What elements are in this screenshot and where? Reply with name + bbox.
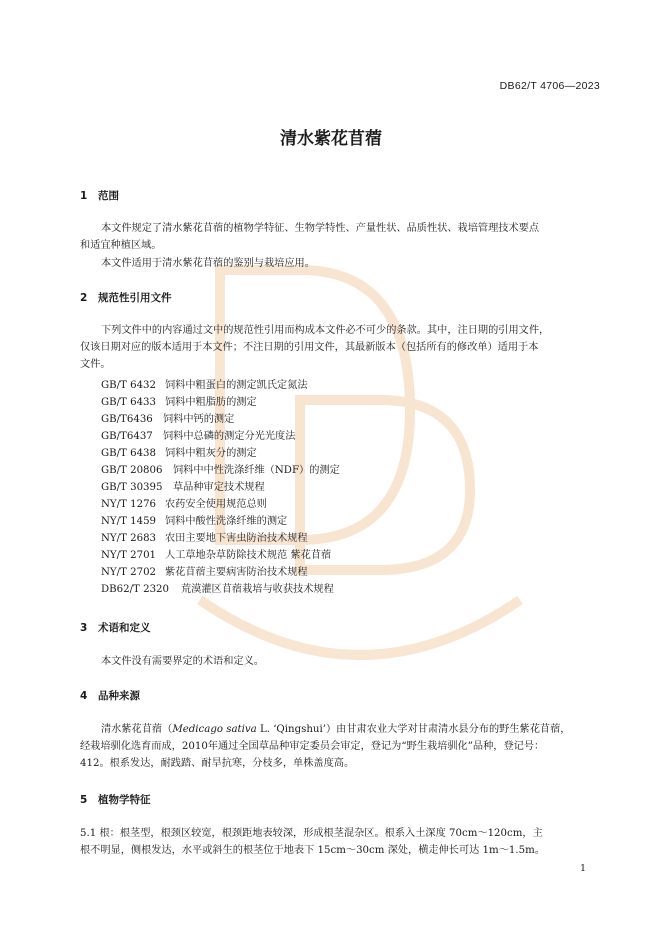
- section-2-heading: [80, 290, 172, 305]
- paragraph-line: 412。根系发达，耐践踏、耐旱抗寒，分枝多，单株盖度高。: [80, 758, 355, 769]
- reference-title: 饲料中酸性洗涤纤维的测定: [165, 516, 288, 527]
- reference-code: GB/T 6433: [101, 397, 157, 408]
- section-title: 范围: [98, 190, 119, 202]
- reference-code: NY/T 2701: [101, 550, 157, 561]
- reference-item: [101, 580, 334, 595]
- paragraph-line: 文件。: [80, 359, 111, 370]
- reference-code: GB/T6437: [101, 431, 153, 442]
- reference-code: GB/T 20806: [101, 465, 163, 476]
- reference-title: 饲料中粗脂肪的测定: [165, 397, 257, 408]
- reference-code: NY/T 2702: [101, 567, 157, 578]
- section-title: 品种来源: [98, 690, 140, 702]
- reference-title: 农田主要地下害虫防治技术规程: [165, 533, 308, 544]
- section-title: 术语和定义: [98, 622, 151, 634]
- paragraph-line: 经栽培驯化选育而成，2010年通过全国草品种审定委员会审定，登记为“野生栽培驯化”品种，登记号：: [80, 741, 545, 752]
- reference-code: GB/T6436: [101, 414, 153, 425]
- reference-title: 荒漠灌区苜蓿栽培与收获技术规程: [181, 584, 334, 595]
- section-number: 2: [80, 292, 88, 304]
- paragraph-line: [101, 721, 570, 738]
- section-title: 植物学特征: [98, 794, 151, 806]
- reference-item: [101, 393, 257, 408]
- reference-item: [101, 376, 308, 391]
- reference-code: NY/T 1459: [101, 516, 157, 527]
- reference-title: 饲料中粗灰分的测定: [165, 448, 257, 459]
- section-number: 5: [80, 794, 88, 806]
- reference-item: [101, 512, 287, 527]
- reference-item: [101, 563, 308, 578]
- reference-item: [101, 495, 267, 510]
- paragraph-line: 5.1 根：根茎型，根颈区较宽，根颈距地表较深，形成根茎混杂区。根系入土深度 70cm～120cm，主: [80, 828, 543, 839]
- latin-name: Medicago sativa: [172, 724, 257, 735]
- reference-title: 农药安全使用规范总则: [165, 499, 267, 510]
- section-4-heading: [80, 688, 140, 703]
- reference-title: 饲料中钙的测定: [163, 414, 235, 425]
- paragraph-line: 根不明显，侧根发达，水平或斜生的根茎位于地表下 15cm～30cm 深处，横走伸长可达 1m～1.5m。: [80, 845, 545, 856]
- document-title: 清水紫花苜蓿: [280, 129, 382, 149]
- reference-code: NY/T 1276: [101, 499, 157, 510]
- text-run: L. ‘Qingshui’）由甘肃农业大学对甘肃清水县分布的野生紫花苜蓿，: [256, 724, 571, 735]
- reference-item: [101, 410, 234, 425]
- reference-code: GB/T 6438: [101, 448, 157, 459]
- section-number: 3: [80, 622, 88, 634]
- section-number: 4: [80, 690, 88, 702]
- reference-title: 紫花苜蓿主要病害防治技术规程: [165, 567, 308, 578]
- section-1-heading: [80, 188, 119, 203]
- reference-title: 饲料中总磷的测定分光光度法: [163, 431, 296, 442]
- section-title: 规范性引用文件: [98, 292, 172, 304]
- paragraph-line: 本文件没有需要界定的术语和定义。: [101, 656, 264, 667]
- section-number: 1: [80, 190, 88, 202]
- reference-code: DB62/T 2320: [101, 584, 170, 595]
- reference-code: GB/T 30395: [101, 482, 163, 493]
- reference-code: NY/T 2683: [101, 533, 157, 544]
- text-run: 清水紫花苜蓿（: [101, 724, 173, 735]
- reference-item: [101, 461, 340, 476]
- reference-item: [101, 444, 257, 459]
- paragraph-line: 下列文件中的内容通过文中的规范性引用而构成本文件必不可少的条款。其中，注日期的引用文件，: [101, 325, 550, 336]
- document-code: DB62/T 4706—2023: [499, 80, 600, 92]
- page-number: 1: [579, 863, 586, 874]
- reference-title: 人工草地杂草防除技术规范 紫花苜蓿: [165, 550, 332, 561]
- section-3-heading: [80, 620, 151, 635]
- paragraph-line: 本文件适用于清水紫花苜蓿的鉴别与栽培应用。: [101, 258, 315, 269]
- reference-title: 饲料中粗蛋白的测定凯氏定氮法: [165, 380, 308, 391]
- reference-item: [101, 427, 295, 442]
- paragraph-line: 和适宜种植区域。: [80, 240, 162, 251]
- section-5-heading: [80, 792, 151, 807]
- reference-item: [101, 478, 265, 493]
- reference-title: 饲料中中性洗涤纤维（NDF）的测定: [173, 465, 340, 476]
- reference-code: GB/T 6432: [101, 380, 157, 391]
- reference-item: [101, 546, 331, 561]
- paragraph-line: 本文件规定了清水紫花苜蓿的植物学特征、生物学特性、产量性状、品质性状、栽培管理技术要点: [101, 223, 540, 234]
- reference-title: 草品种审定技术规程: [173, 482, 265, 493]
- reference-item: [101, 529, 308, 544]
- paragraph-line: 仅该日期对应的版本适用于本文件；不注日期的引用文件，其最新版本（包括所有的修改单）适用于本: [80, 342, 539, 353]
